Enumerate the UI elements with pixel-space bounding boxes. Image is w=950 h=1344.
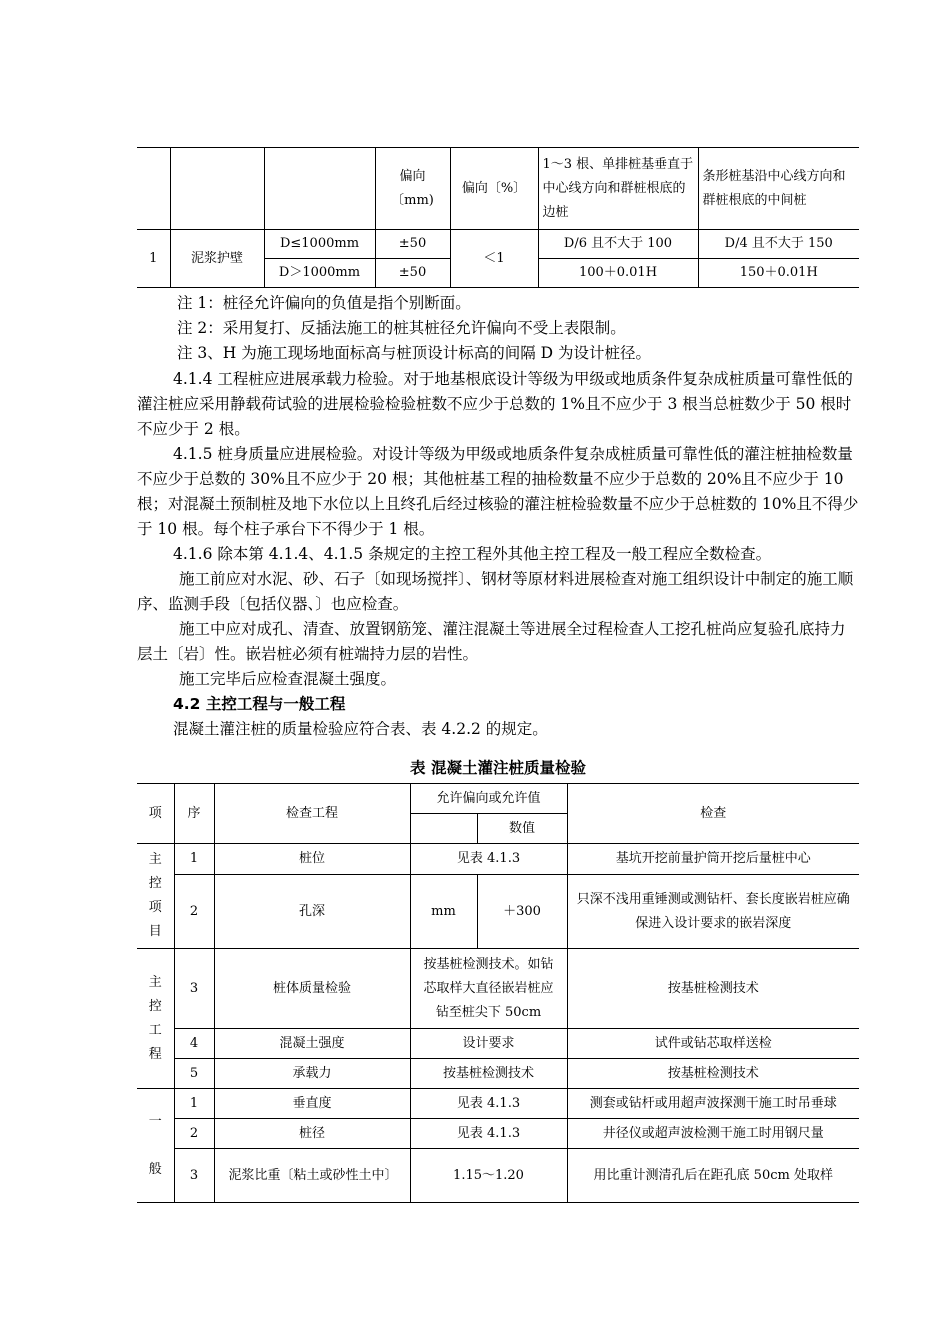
header-check-item: 检查工程 (214, 784, 410, 844)
row-seq: 2 (174, 875, 214, 949)
row-number: 1 (137, 230, 170, 288)
quality-inspection-table (137, 783, 859, 1203)
section-heading: 4.2 主控工程与一般工程 (173, 695, 346, 713)
row-method: 测套或钻杆或用超声波探测干施工时吊垂球 (567, 1089, 859, 1119)
paragraph-4-1-6: 4.1.6 除本第 4.1.4、4.1.5 条规定的主控工程外其他主控工程及一般工程应全数检查。 (173, 545, 772, 563)
row-seq: 4 (174, 1029, 214, 1059)
row-seq: 1 (174, 1089, 214, 1119)
row-seq: 3 (174, 1149, 214, 1203)
paragraph-4-1-4: 4.1.4 工程桩应进展承载力检验。对于地基根底设计等级为甲级或地质条件复杂成桩质量可靠性低的灌注桩应采用静载荷试验的进展检验检验桩数不应少于总数的 1%且不应少于 3 根当总桩数少于 50 根时不应少于 2 根。 (137, 370, 853, 438)
row-method: 只深不浅用重锤测或测钻杆、套长度嵌岩桩应确保进入设计要求的嵌岩深度 (567, 875, 859, 949)
row-check-item: 桩体质量检验 (214, 949, 410, 1029)
row-method: 试件或钻芯取样送检 (567, 1029, 859, 1059)
header-item: 项 (137, 784, 174, 844)
row-method: 用比重计测清孔后在距孔底 50cm 处取样 (567, 1149, 859, 1203)
header-unit-empty (410, 814, 477, 844)
deviation-mm-value: ±50 (375, 230, 450, 259)
table-notes (137, 291, 859, 366)
row-allowance: 按基桩检测技术 (410, 1059, 567, 1089)
row-allowance: 见表 4.1.3 (410, 1119, 567, 1149)
section-text: 混凝土灌注桩的质量检验应符合表、表 4.2.2 的规定。 (173, 720, 548, 738)
row-check-item: 混凝土强度 (214, 1029, 410, 1059)
note: 注 1：桩径允许偏向的负值是指个别断面。 (177, 294, 471, 312)
group-label-text: 主 控 项 目 (148, 852, 162, 939)
table-caption: 表 混凝土灌注桩质量检验 (410, 759, 586, 777)
paragraph-after-construction: 施工完毕后应检查混凝土强度。 (179, 670, 397, 688)
paragraph-4-1-5: 4.1.5 桩身质量应进展检验。对设计等级为甲级或地质条件复杂成桩质量可靠性低的灌注桩抽检数量不应少于总数的 30%且不应少于 20 根；其他桩基工程的抽检数量不应少于总数的 20%且不应少于 10 根；对混凝土预制桩及地下水位以上且终孔后经过核验的灌注桩检验数量不应少于总桩数的 10%且不得少于 10 根。每个柱子承台下不得少于 1 根。 (137, 445, 859, 538)
pile-deviation-table-body (137, 147, 859, 288)
middle-pile-value: 150＋0.01H (698, 259, 859, 288)
header-edge-pile: 1～3 根、单排桩基垂直于中心线方向和群桩根底的边桩 (538, 148, 698, 230)
row-seq: 5 (174, 1059, 214, 1089)
row-method: 按基桩检测技术 (567, 949, 859, 1029)
row-check-item: 孔深 (214, 875, 410, 949)
row-unit: mm (410, 875, 477, 949)
row-seq: 1 (174, 844, 214, 875)
header-deviation-mm: 偏向〔mm) (375, 148, 450, 230)
deviation-pct-value: ＜1 (450, 230, 538, 288)
row-allowance: 见表 4.1.3 (410, 844, 567, 875)
row-check-item: 垂直度 (214, 1089, 410, 1119)
row-method: 按基桩检测技术 (567, 1059, 859, 1089)
method-label: 泥浆护壁 (170, 230, 264, 288)
body-paragraphs (137, 367, 859, 742)
row-allowance: 1.15～1.20 (410, 1149, 567, 1203)
row-check-item: 承载力 (214, 1059, 410, 1089)
paragraph-during-construction: 施工中应对成孔、清查、放置钢筋笼、灌注混凝土等进展全过程检查人工挖孔桩尚应复验孔底持力层土〔岩〕性。嵌岩桩必须有桩端持力层的岩性。 (137, 620, 846, 663)
row-seq: 2 (174, 1119, 214, 1149)
header-value: 数值 (477, 814, 567, 844)
diameter-label: D＞1000mm (264, 259, 375, 288)
row-allowance: 见表 4.1.3 (410, 1089, 567, 1119)
deviation-mm-value: ±50 (375, 259, 450, 288)
row-check-item: 桩位 (214, 844, 410, 875)
row-value: ＋300 (477, 875, 567, 949)
row-allowance: 按基桩检测技术。如钻芯取样大直径嵌岩桩应钻至桩尖下 50cm (410, 949, 567, 1029)
header-cell-empty (264, 148, 375, 230)
row-check-item: 泥浆比重〔粘土或砂性土中〕 (214, 1149, 410, 1203)
edge-pile-value: D/6 且不大于 100 (538, 230, 698, 259)
diameter-label: D≤1000mm (264, 230, 375, 259)
header-deviation-pct: 偏向〔%〕 (450, 148, 538, 230)
row-seq: 3 (174, 949, 214, 1029)
header-seq: 序 (174, 784, 214, 844)
header-method: 检查 (567, 784, 859, 844)
group-label-main-works (137, 949, 174, 1089)
header-cell-empty (170, 148, 264, 230)
group-label-text: 主 控 工 程 (148, 974, 162, 1062)
row-method: 井径仪或超声波检测干施工时用钢尺量 (567, 1119, 859, 1149)
paragraph-before-construction: 施工前应对水泥、砂、石子〔如现场搅拌〕、钢材等原材料进展检查对施工组织设计中制定的施工顺序、监测手段〔包括仪器、〕也应检查。 (137, 570, 854, 613)
note: 注 3、H 为施工现场地面标高与桩顶设计标高的间隔 D 为设计桩径。 (177, 344, 652, 362)
row-check-item: 桩径 (214, 1119, 410, 1149)
header-allowance: 允许偏向或允许值 (410, 784, 567, 814)
edge-pile-value: 100＋0.01H (538, 259, 698, 288)
header-cell-empty (137, 148, 170, 230)
group-label-general (137, 1089, 174, 1203)
note: 注 2：采用复打、反插法施工的桩其桩径允许偏向不受上表限制。 (177, 319, 626, 337)
row-method: 基坑开挖前量护筒开挖后量桩中心 (567, 844, 859, 875)
group-label-text: 一 般 (148, 1113, 162, 1177)
header-middle-pile: 条形桩基沿中心线方向和群桩根底的中间桩 (698, 148, 859, 230)
group-label-main-items (137, 844, 174, 949)
middle-pile-value: D/4 且不大于 150 (698, 230, 859, 259)
row-allowance: 设计要求 (410, 1029, 567, 1059)
